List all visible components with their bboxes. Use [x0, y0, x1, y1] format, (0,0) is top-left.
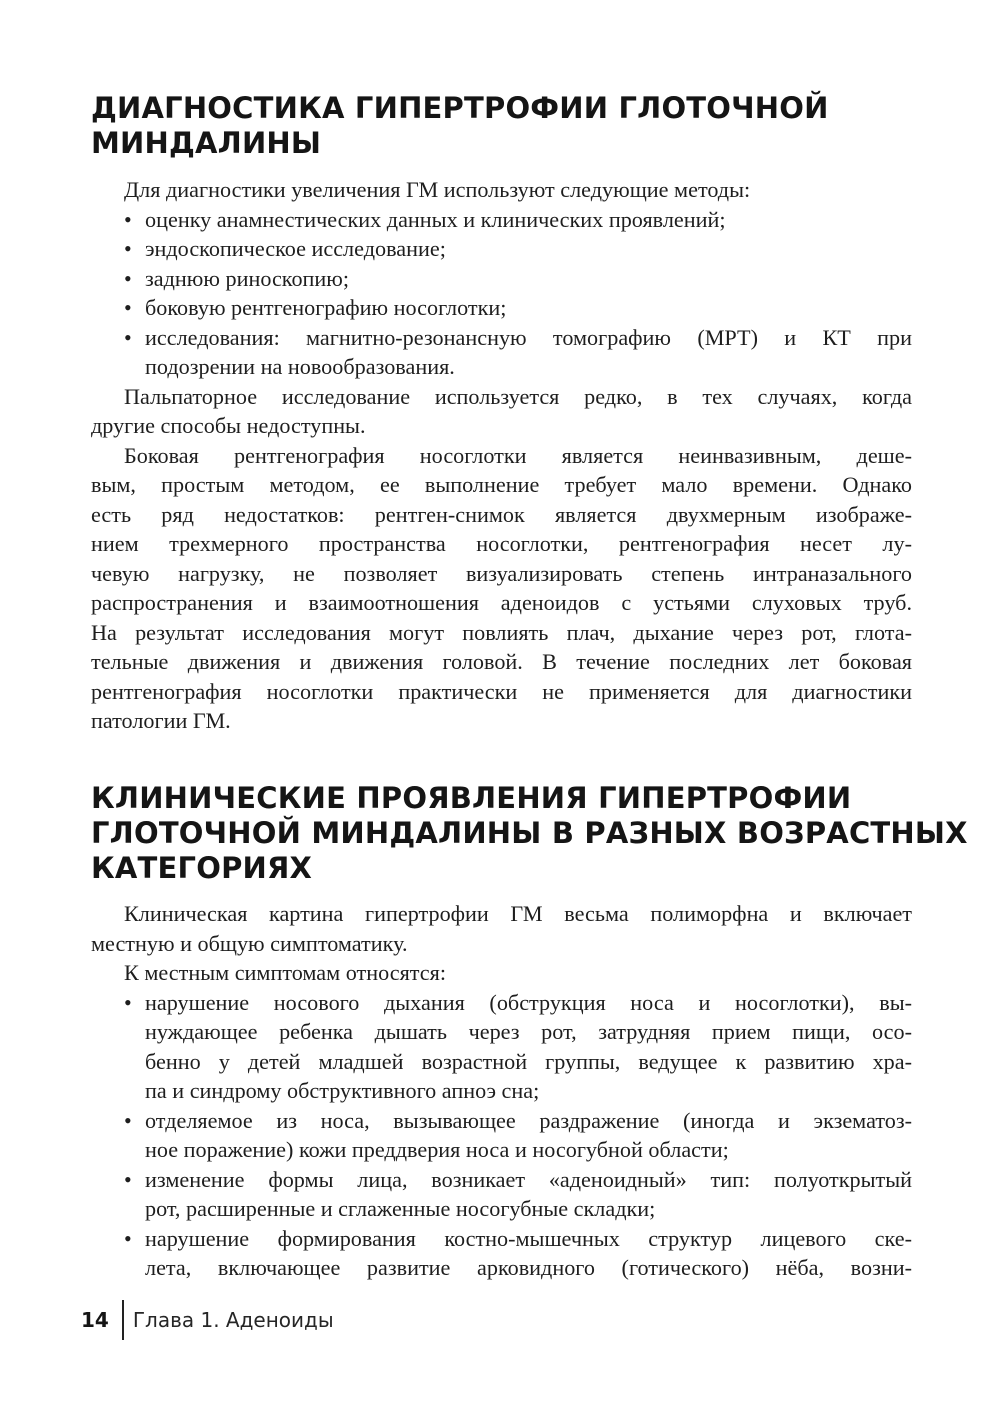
paragraph-line: распространения и взаимоотношения аденоидов с устьями слуховых труб.: [91, 590, 912, 615]
list-item: [91, 293, 912, 323]
paragraph-line: другие способы недоступны.: [91, 413, 366, 438]
list-item-continuation: бенно у детей младшей возрастной группы, ведущее к развитию хра-: [145, 1048, 912, 1074]
bullet-icon: •: [124, 989, 132, 1015]
paragraph-line: вым, простым методом, ее выполнение требует мало времени. Однако: [91, 472, 912, 497]
list-item-continuation: нуждающее ребенка дышать через рот, затрудняя прием пищи, осо-: [145, 1019, 912, 1044]
heading-line: КАТЕГОРИЯХ: [91, 851, 313, 885]
list-item-text: нарушение носового дыхания (обструкция носа и носоглотки), вы-: [145, 989, 912, 1015]
list-item-continuation: рот, расширенные и сглаженные носогубные складки;: [145, 1196, 656, 1221]
heading-line: МИНДАЛИНЫ: [91, 126, 322, 160]
list-item: [91, 264, 912, 294]
list-item-text: оценку анамнестических данных и клинических проявлений;: [145, 206, 726, 232]
list-item: [91, 1106, 912, 1136]
paragraph-line: есть ряд недостатков: рентген-снимок является двухмерным изображе-: [91, 501, 912, 527]
section-heading-clinical: [91, 781, 968, 886]
running-chapter-title: Глава 1. Аденоиды: [132, 1308, 334, 1332]
list-item: [91, 1224, 912, 1254]
bullet-icon: •: [124, 206, 132, 232]
page-number: 14: [81, 1308, 109, 1332]
paragraph-line: патологии ГМ.: [91, 708, 231, 733]
list-item-text: боковую рентгенографию носоглотки;: [145, 295, 507, 320]
list-item-text: отделяемое из носа, вызывающее раздражение (иногда и экзематоз-: [145, 1107, 912, 1133]
paragraph-line: Клиническая картина гипертрофии ГМ весьма полиморфна и включает: [124, 901, 912, 926]
paragraph-line: тельные движения и движения головой. В течение последних лет боковая: [91, 649, 912, 674]
paragraph-line: На результат исследования могут повлиять плач, дыхание через рот, глота-: [91, 619, 912, 645]
paragraph-line: местную и общую симптоматику.: [91, 930, 408, 956]
section-heading-diagnostics: [91, 91, 931, 161]
list-item: [91, 205, 912, 235]
list-item-text: заднюю риноскопию;: [145, 265, 350, 291]
list-item: [91, 988, 912, 1018]
paragraph-line: нием трехмерного пространства носоглотки, рентгенография несет лу-: [91, 531, 912, 556]
list-item: [91, 323, 912, 353]
list-item-text: изменение формы лица, возникает «аденоидный» тип: полуоткрытый: [145, 1166, 912, 1192]
bullet-icon: •: [124, 236, 132, 261]
paragraph-line: чевую нагрузку, не позволяет визуализировать степень интраназального: [91, 560, 912, 586]
list-item-text: эндоскопическое исследование;: [145, 236, 446, 261]
list-item-continuation: ное поражение) кожи преддверия носа и носогубной области;: [145, 1137, 729, 1162]
paragraph-line: Пальпаторное исследование используется редко, в тех случаях, когда: [124, 383, 912, 409]
heading-line: КЛИНИЧЕСКИЕ ПРОЯВЛЕНИЯ ГИПЕРТРОФИИ: [91, 781, 852, 815]
bullet-icon: •: [124, 1107, 132, 1133]
bullet-icon: •: [124, 265, 132, 291]
list-item: [91, 1165, 912, 1195]
page-footer: [81, 1300, 334, 1340]
bullet-icon: •: [124, 324, 132, 350]
heading-line: ГЛОТОЧНОЙ МИНДАЛИНЫ В РАЗНЫХ ВОЗРАСТНЫХ: [91, 816, 968, 850]
list-item-continuation: па и синдрому обструктивного апноэ сна;: [145, 1078, 540, 1103]
list-item-text: исследования: магнитно-резонансную томографию (МРТ) и КТ при: [145, 324, 912, 350]
bullet-icon: •: [124, 1166, 132, 1192]
section-body-clinical: [91, 899, 912, 1283]
bullet-icon: •: [124, 1225, 132, 1251]
list-item-continuation: подозрении на новообразования.: [145, 354, 455, 379]
paragraph-line: К местным симптомам относятся:: [124, 960, 446, 985]
footer-divider: [122, 1300, 124, 1340]
list-item: [91, 234, 912, 264]
section-body-diagnostics: [91, 175, 912, 736]
list-item-text: нарушение формирования костно-мышечных структур лицевого ске-: [145, 1225, 912, 1251]
bullet-icon: •: [124, 295, 132, 320]
intro-paragraph: Для диагностики увеличения ГМ используют следующие методы:: [124, 177, 751, 202]
heading-line: ДИАГНОСТИКА ГИПЕРТРОФИИ ГЛОТОЧНОЙ: [91, 91, 829, 125]
paragraph-line: Боковая рентгенография носоглотки является неинвазивным, деше-: [124, 442, 912, 468]
paragraph-line: рентгенография носоглотки практически не применяется для диагностики: [91, 678, 912, 704]
list-item-continuation: лета, включающее развитие арковидного (готического) нёба, возни-: [145, 1255, 912, 1280]
